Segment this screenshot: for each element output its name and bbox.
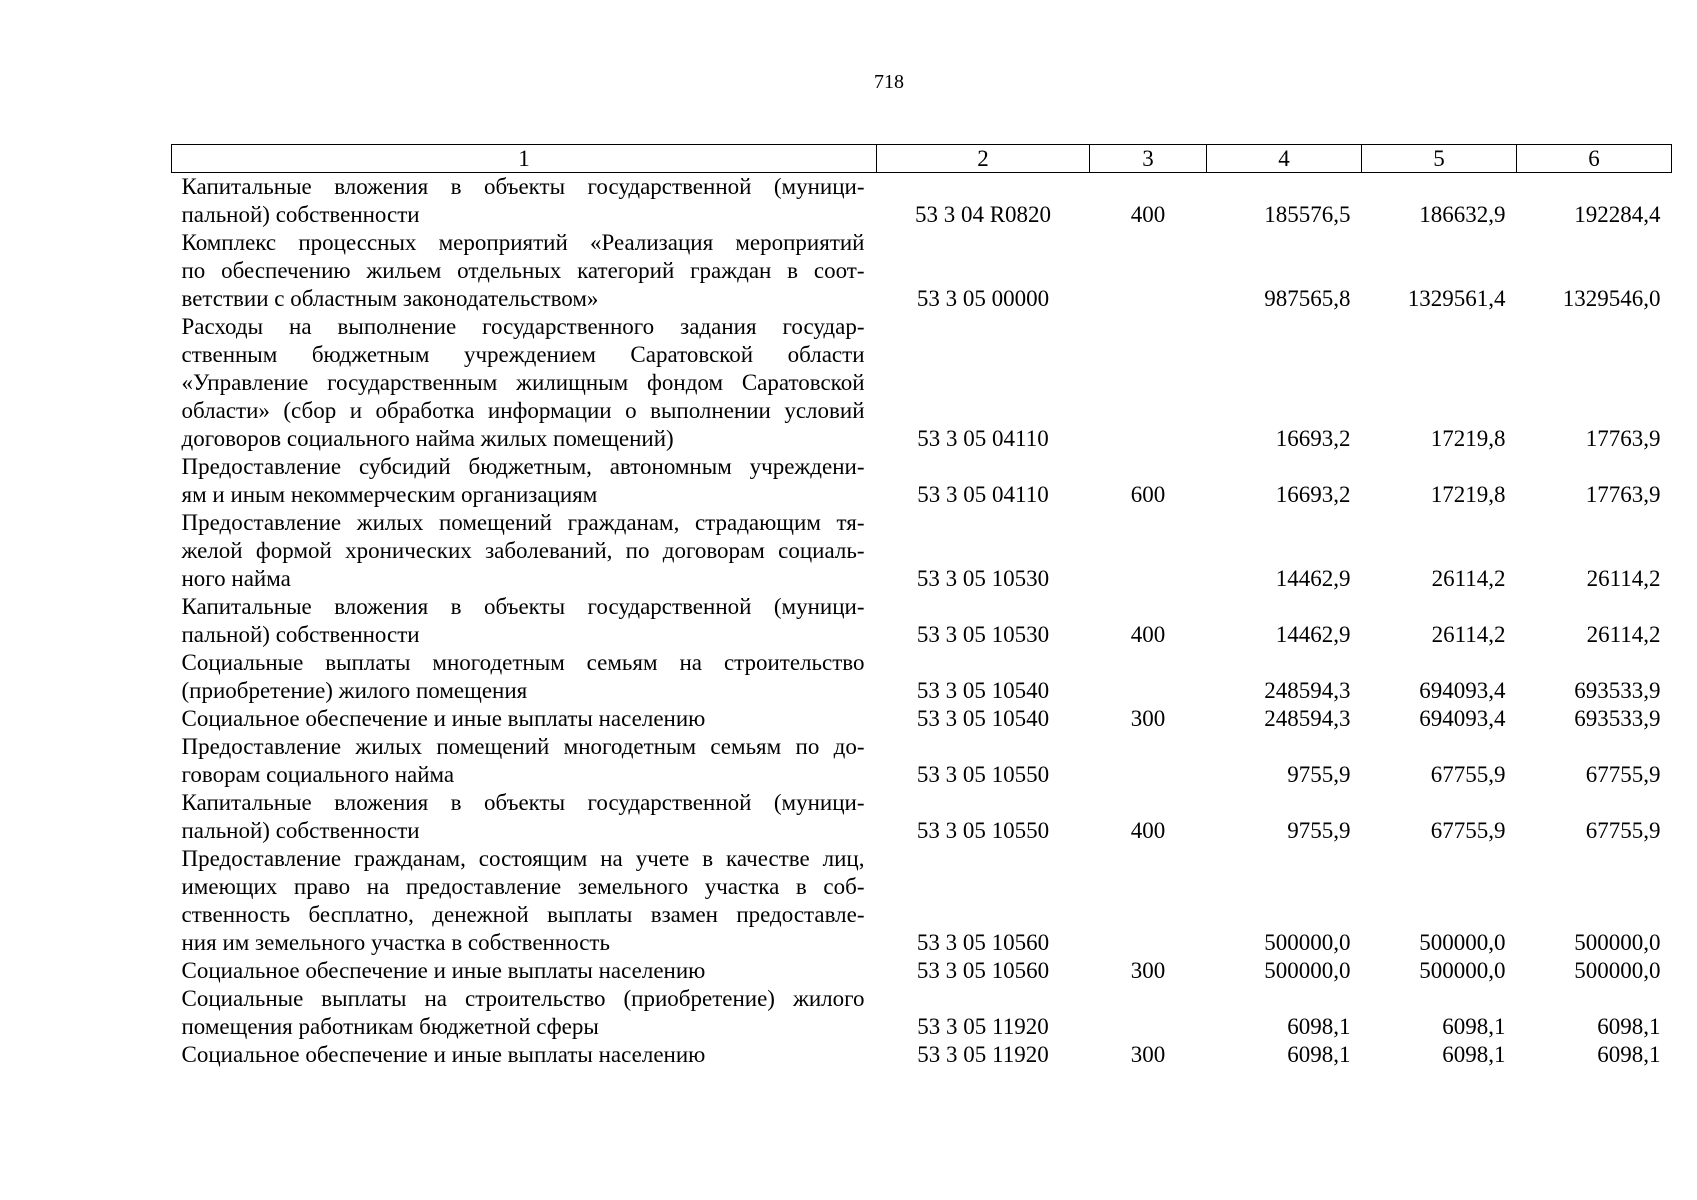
description-line: (приобретение) жилого помещения <box>181 678 528 703</box>
description-line: ям и иным некоммерческим организациям <box>181 482 598 507</box>
table-header <box>172 145 1672 173</box>
row-value-6: 1329546,0 <box>1562 286 1661 311</box>
description-line: по обеспечению жильем отдельных категорий граждан в соот- <box>181 258 865 283</box>
row-value-6: 17763,9 <box>1585 482 1661 507</box>
description-line: помещения работникам бюджетной сферы <box>181 1014 599 1039</box>
row-value-6: 67755,9 <box>1585 818 1661 843</box>
row-value-4: 9755,9 <box>1287 818 1351 843</box>
row-code: 53 3 05 04110 <box>917 482 1049 507</box>
description-line: Социальное обеспечение и иные выплаты населению <box>181 958 706 983</box>
row-expense-type: 300 <box>1130 706 1166 731</box>
row-value-4: 6098,1 <box>1287 1014 1351 1039</box>
row-value-4: 248594,3 <box>1264 678 1351 703</box>
row-value-4: 185576,5 <box>1264 202 1351 227</box>
row-expense-type <box>1090 313 1207 453</box>
description-line: области» (сбор и обработка информации о выполнении условий <box>181 398 865 423</box>
row-value-5: 17219,8 <box>1430 426 1506 451</box>
description-line: Капитальные вложения в объекты государственной (муници- <box>181 790 865 815</box>
row-description <box>172 453 877 509</box>
description-line: Капитальные вложения в объекты государственной (муници- <box>181 594 865 619</box>
row-value-4: 16693,2 <box>1275 426 1351 451</box>
row-code: 53 3 05 04110 <box>917 426 1049 451</box>
row-value-4: 500000,0 <box>1264 930 1351 955</box>
row-code: 53 3 05 11920 <box>917 1014 1049 1039</box>
header-col-3: 3 <box>1090 145 1207 173</box>
description-line: пальной) собственности <box>181 818 420 843</box>
description-line: пальной) собственности <box>181 202 420 227</box>
table-row <box>172 453 1672 509</box>
row-value-6: 17763,9 <box>1585 426 1661 451</box>
row-value-5: 26114,2 <box>1431 622 1506 647</box>
row-value-4: 9755,9 <box>1287 762 1351 787</box>
header-col-4: 4 <box>1207 145 1362 173</box>
table-row <box>172 789 1672 845</box>
table-row <box>172 1041 1672 1069</box>
description-line: желой формой хронических заболеваний, по договорам социаль- <box>181 538 865 563</box>
description-line: Капитальные вложения в объекты государственной (муници- <box>181 174 865 199</box>
row-description <box>172 705 877 733</box>
header-col-5: 5 <box>1362 145 1517 173</box>
row-code: 53 3 05 10560 <box>916 958 1050 983</box>
row-value-4: 16693,2 <box>1275 482 1351 507</box>
table-row <box>172 313 1672 453</box>
row-code: 53 3 05 10530 <box>916 622 1050 647</box>
row-code: 53 3 05 10540 <box>916 706 1050 731</box>
row-code: 53 3 04 R0820 <box>914 202 1052 227</box>
row-description <box>172 1041 877 1069</box>
row-expense-type <box>1090 733 1207 789</box>
row-expense-type <box>1090 985 1207 1041</box>
header-col-6: 6 <box>1517 145 1672 173</box>
table-body <box>172 173 1672 1070</box>
row-value-4: 500000,0 <box>1264 958 1351 983</box>
row-value-5: 186632,9 <box>1419 202 1506 227</box>
row-value-6: 500000,0 <box>1574 930 1661 955</box>
description-line: имеющих право на предоставление земельного участка в соб- <box>181 874 865 899</box>
row-value-6: 26114,2 <box>1586 622 1661 647</box>
table-row <box>172 733 1672 789</box>
description-line: Предоставление жилых помещений многодетным семьям по до- <box>181 734 865 759</box>
table-row <box>172 649 1672 705</box>
row-value-6: 6098,1 <box>1597 1042 1661 1067</box>
table-row <box>172 593 1672 649</box>
description-line: договоров социального найма жилых помещений) <box>181 426 674 451</box>
row-expense-type <box>1090 509 1207 593</box>
row-value-5: 6098,1 <box>1442 1014 1506 1039</box>
row-value-6: 6098,1 <box>1597 1014 1661 1039</box>
row-description <box>172 509 877 593</box>
description-line: пальной) собственности <box>181 622 420 647</box>
row-value-6: 693533,9 <box>1574 678 1661 703</box>
row-value-6: 500000,0 <box>1574 958 1661 983</box>
row-code: 53 3 05 10540 <box>916 678 1050 703</box>
description-line: ния им земельного участка в собственность <box>181 930 610 955</box>
page-number: 718 <box>874 71 904 93</box>
row-value-4: 987565,8 <box>1264 286 1351 311</box>
description-line: говорам социального найма <box>181 762 455 787</box>
row-description <box>172 733 877 789</box>
row-code: 53 3 05 11920 <box>917 1042 1049 1067</box>
table-row <box>172 509 1672 593</box>
row-description <box>172 229 877 313</box>
row-value-5: 1329561,4 <box>1407 286 1506 311</box>
row-code: 53 3 05 10530 <box>916 566 1050 591</box>
description-line: Расходы на выполнение государственного задания государ- <box>181 314 865 339</box>
row-expense-type: 400 <box>1130 622 1166 647</box>
row-code: 53 3 05 10550 <box>916 762 1050 787</box>
row-expense-type: 300 <box>1130 1042 1166 1067</box>
row-expense-type <box>1090 229 1207 313</box>
row-description <box>172 313 877 453</box>
row-value-5: 67755,9 <box>1430 818 1506 843</box>
row-value-5: 694093,4 <box>1419 678 1506 703</box>
row-description <box>172 985 877 1041</box>
row-expense-type <box>1090 649 1207 705</box>
table-row <box>172 229 1672 313</box>
row-value-5: 694093,4 <box>1419 706 1506 731</box>
row-value-5: 6098,1 <box>1442 1042 1506 1067</box>
description-line: Предоставление жилых помещений гражданам, страдающим тя- <box>181 510 865 535</box>
row-description <box>172 845 877 957</box>
header-col-1: 1 <box>172 145 877 173</box>
budget-table <box>171 144 1672 1069</box>
description-line: ного найма <box>181 566 291 591</box>
row-value-5: 67755,9 <box>1430 762 1506 787</box>
row-description <box>172 789 877 845</box>
table-row <box>172 173 1672 230</box>
description-line: Социальные выплаты многодетным семьям на строительство <box>181 650 865 675</box>
table-row <box>172 985 1672 1041</box>
description-line: ветствии с областным законодательством» <box>181 286 599 311</box>
description-line: «Управление государственным жилищным фондом Саратовской <box>181 370 865 395</box>
description-line: Комплекс процессных мероприятий «Реализация мероприятий <box>181 230 865 255</box>
row-value-5: 500000,0 <box>1419 930 1506 955</box>
row-value-4: 14462,9 <box>1275 622 1351 647</box>
row-expense-type: 600 <box>1130 482 1166 507</box>
row-description <box>172 649 877 705</box>
row-code: 53 3 05 10550 <box>916 818 1050 843</box>
description-line: ственным бюджетным учреждением Саратовской области <box>181 342 865 367</box>
header-col-2: 2 <box>877 145 1090 173</box>
table-row <box>172 705 1672 733</box>
description-line: Социальные выплаты на строительство (приобретение) жилого <box>181 986 865 1011</box>
row-expense-type: 400 <box>1130 818 1166 843</box>
row-description <box>172 173 877 230</box>
row-expense-type: 400 <box>1130 202 1166 227</box>
header-row <box>172 145 1672 173</box>
row-value-5: 17219,8 <box>1430 482 1506 507</box>
description-line: Предоставление субсидий бюджетным, автономным учреждени- <box>181 454 865 479</box>
row-value-4: 6098,1 <box>1287 1042 1351 1067</box>
row-value-6: 693533,9 <box>1574 706 1661 731</box>
row-expense-type: 300 <box>1130 958 1166 983</box>
description-line: Социальное обеспечение и иные выплаты населению <box>181 706 706 731</box>
table-row <box>172 845 1672 957</box>
row-expense-type <box>1090 845 1207 957</box>
row-value-4: 248594,3 <box>1264 706 1351 731</box>
description-line: Социальное обеспечение и иные выплаты населению <box>181 1042 706 1067</box>
row-description <box>172 957 877 985</box>
row-value-6: 67755,9 <box>1585 762 1661 787</box>
row-code: 53 3 05 00000 <box>916 286 1050 311</box>
row-value-6: 26114,2 <box>1586 566 1661 591</box>
row-value-6: 192284,4 <box>1574 202 1661 227</box>
row-description <box>172 593 877 649</box>
table-row <box>172 957 1672 985</box>
description-line: Предоставление гражданам, состоящим на учете в качестве лиц, <box>181 846 865 871</box>
row-value-5: 500000,0 <box>1419 958 1506 983</box>
row-value-4: 14462,9 <box>1275 566 1351 591</box>
description-line: ственность бесплатно, денежной выплаты взамен предоставле- <box>181 902 865 927</box>
row-value-5: 26114,2 <box>1431 566 1506 591</box>
row-code: 53 3 05 10560 <box>916 930 1050 955</box>
